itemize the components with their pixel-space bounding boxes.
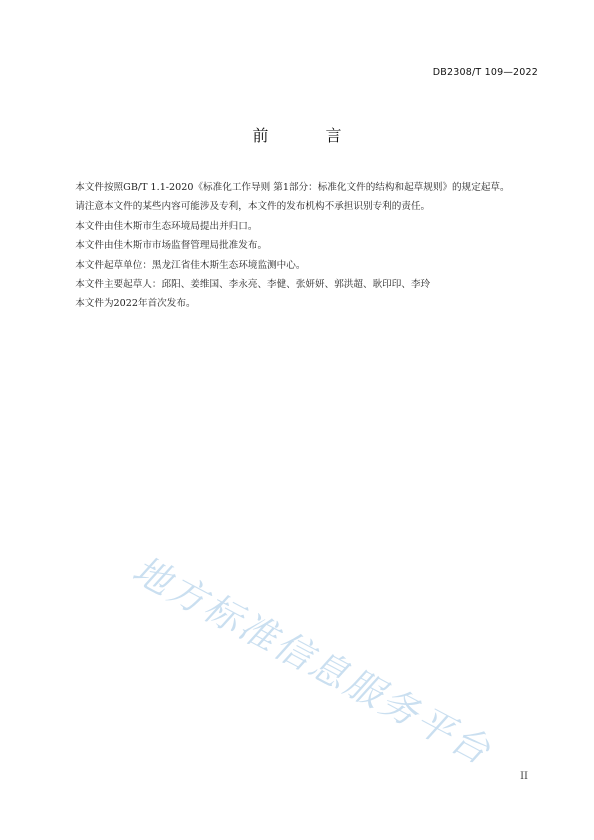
paragraph-patent-notice: 请注意本文件的某些内容可能涉及专利，本文件的发布机构不承担识别专利的责任。 [75, 201, 431, 213]
document-code: DB2308/T 109—2022 [432, 67, 538, 78]
paragraph-drafting-unit: 本文件起草单位：黑龙江省佳木斯生态环境监测中心。 [75, 259, 306, 271]
paragraph-first-release: 本文件为2022年首次发布。 [75, 298, 196, 310]
foreword-body [56, 178, 539, 314]
paragraph-drafting-basis: 本文件按照GB/T 1.1-2020《标准化工作导则 第1部分：标准化文件的结构和起草规则》的规定起草。 [75, 182, 510, 193]
paragraph-proposer: 本文件由佳木斯市生态环境局提出并归口。 [75, 220, 258, 232]
paragraph-drafters: 本文件主要起草人：邱阳、姜维国、李永亮、李健、张妍妍、郭洪超、耿印印、李玲 [75, 279, 431, 291]
page-title: 前 言 [252, 126, 368, 145]
watermark: 地方标准信息服务平台 [125, 547, 499, 774]
page-number: II [520, 771, 528, 782]
paragraph-approver: 本文件由佳木斯市市场监督管理局批准发布。 [75, 240, 268, 252]
